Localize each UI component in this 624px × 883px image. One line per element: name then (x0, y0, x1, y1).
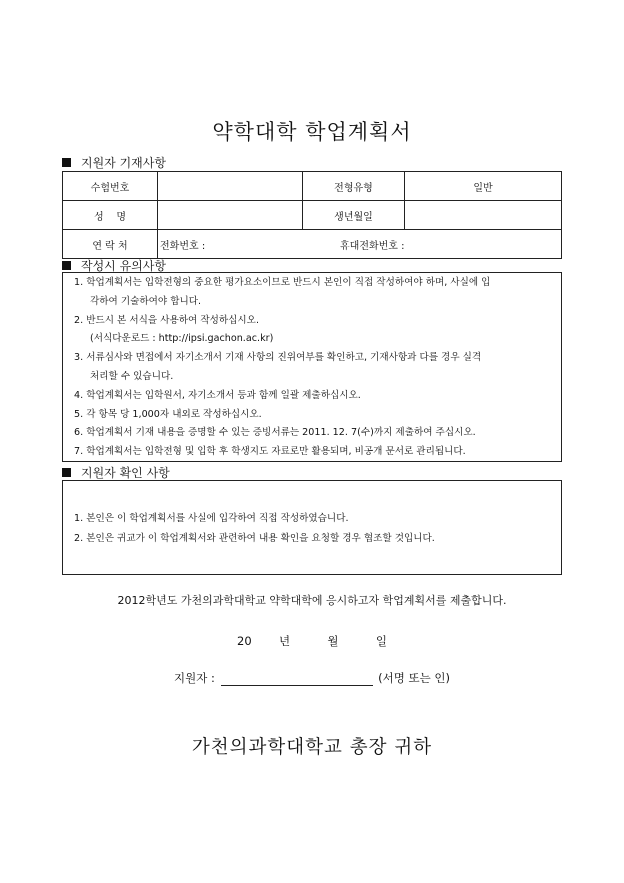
list-item: 각하여 기술하여야 합니다. (90, 295, 202, 307)
list-item: 6. 학업계획서 기재 내용을 증명할 수 있는 증빙서류는 2011. 12. 7(수)까지 제출하여 주십시오. (74, 427, 476, 439)
square-bullet-icon (62, 158, 71, 167)
section-title: 지원자 확인 사항 (81, 466, 170, 480)
section-title: 지원자 기재사항 (81, 156, 166, 170)
list-item: 처리할 수 있습니다. (90, 370, 174, 382)
table-row (63, 230, 562, 259)
date-month-unit: 월 (327, 634, 339, 648)
list-item: 5. 각 항목 당 1,000자 내외로 작성하십시오. (74, 408, 262, 420)
list-item: 2. 반드시 본 서식을 사용하여 작성하십시오. (74, 314, 259, 326)
list-item: 1. 학업계획서는 입학전형의 중요한 평가요소이므로 반드시 본인이 직접 작성하여야 하며, 사실에 입 (74, 277, 491, 288)
page-title: 약학대학 학업계획서 (212, 120, 412, 144)
table-row (63, 201, 562, 230)
applicant-info-table (62, 171, 562, 259)
signature-label: 지원자 : (173, 671, 215, 685)
section-title: 작성시 유의사항 (81, 259, 166, 273)
signature-field[interactable] (221, 673, 373, 686)
date-line (0, 633, 624, 649)
name-field[interactable] (158, 201, 303, 230)
square-bullet-icon (62, 261, 71, 270)
declaration-text: 2012학년도 가천의과학대학교 약학대학에 응시하고자 학업계획서를 제출합니다. (117, 594, 507, 607)
list-item: 2. 본인은 귀교가 이 학업계획서와 관련하여 내용 확인을 요청할 경우 협조할 것입니다. (74, 533, 435, 544)
exam-number-label: 수험번호 (63, 172, 158, 201)
confirmation-box (62, 480, 562, 575)
date-year: 20 (237, 634, 252, 648)
section-applicant-info-header (62, 154, 562, 171)
table-row (63, 172, 562, 201)
footer-addressee: 가천의과학대학교 총장 귀하 (191, 737, 433, 758)
birthdate-label: 생년월일 (303, 201, 405, 230)
list-item: 3. 서류심사와 면접에서 자기소개서 기재 사항의 진위여부를 확인하고, 기재사항과 다를 경우 실격 (74, 352, 482, 364)
contact-label: 연 락 처 (63, 230, 158, 259)
list-item: (서식다운로드 : http://ipsi.gachon.ac.kr) (90, 333, 274, 345)
date-day-unit: 일 (375, 634, 387, 648)
admission-type-label: 전형유형 (303, 172, 405, 201)
signature-line (0, 670, 624, 686)
section-confirmation-header (62, 464, 562, 481)
admission-type-value: 일반 (405, 172, 562, 201)
birthdate-field[interactable] (405, 201, 562, 230)
list-item: 4. 학업계획서는 입학원서, 자기소개서 등과 함께 일괄 제출하십시오. (74, 389, 361, 401)
exam-number-field[interactable] (158, 172, 303, 201)
list-item: 7. 학업계획서는 입학전형 및 입학 후 학생지도 자료로만 활용되며, 비공개 문서로 관리됩니다. (74, 446, 466, 458)
guidelines-box (62, 272, 562, 462)
mobile-label: 휴대전화번호 : (340, 240, 405, 252)
list-item: 1. 본인은 이 학업계획서를 사실에 입각하여 직접 작성하였습니다. (74, 513, 349, 524)
date-year-unit: 년 (279, 634, 291, 648)
contact-field[interactable] (158, 230, 562, 259)
phone-label: 전화번호 : (160, 240, 206, 252)
signature-suffix: (서명 또는 인) (378, 671, 450, 685)
name-label: 성 명 (63, 201, 158, 230)
square-bullet-icon (62, 468, 71, 477)
